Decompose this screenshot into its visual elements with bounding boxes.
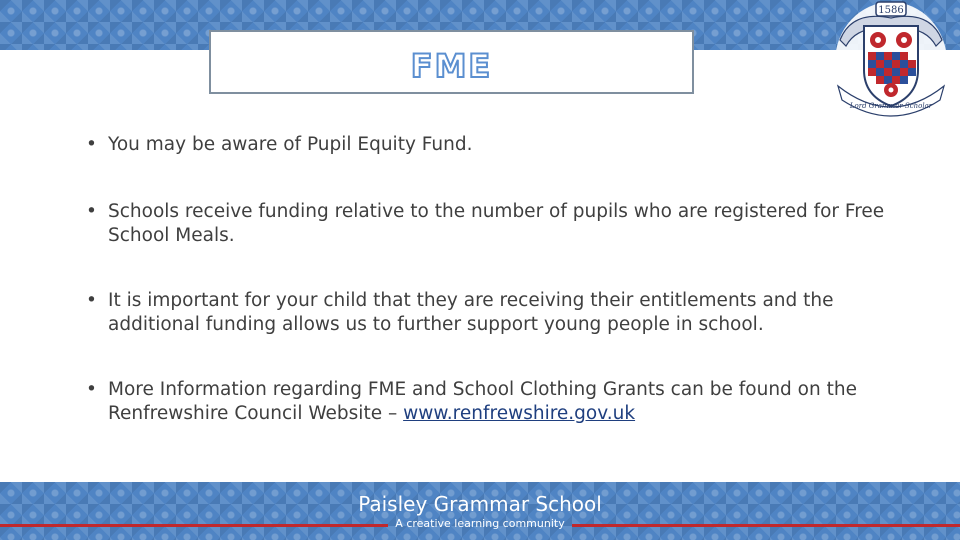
bullet-text: [108, 378, 896, 426]
title-box: [209, 30, 694, 94]
bullet-dot: •: [86, 290, 97, 311]
bullet-text: It is important for your child that they are receiving their entitlements and the additional funding allows us to further support young people in school.: [108, 290, 834, 335]
bullet-text: You may be aware of Pupil Equity Fund.: [108, 134, 473, 155]
slide-title: FME: [410, 47, 493, 85]
crest-year: 1586: [878, 5, 904, 16]
bullet-text: Schools receive funding relative to the number of pupils who are registered for Free School Meals.: [108, 201, 885, 246]
list-item: [86, 200, 896, 248]
footer-school-name: Paisley Grammar School: [358, 492, 602, 516]
list-item: [86, 378, 896, 426]
footer-tagline: A creative learning community: [395, 517, 565, 530]
crest-motto: Lord Grammar Scholar: [849, 102, 933, 110]
list-item: [86, 133, 896, 157]
bullet-dot: •: [86, 134, 97, 155]
school-crest-icon: [832, 0, 950, 124]
footer-band: [0, 482, 960, 540]
bullet-text-body: More Information regarding FME and School Clothing Grants can be found on the Renfrewshire Council Website –: [108, 379, 857, 424]
council-website-link[interactable]: www.renfrewshire.gov.uk: [403, 403, 636, 424]
bullet-dot: •: [86, 201, 97, 222]
bullet-dot: •: [86, 379, 97, 400]
list-item: [86, 289, 896, 337]
